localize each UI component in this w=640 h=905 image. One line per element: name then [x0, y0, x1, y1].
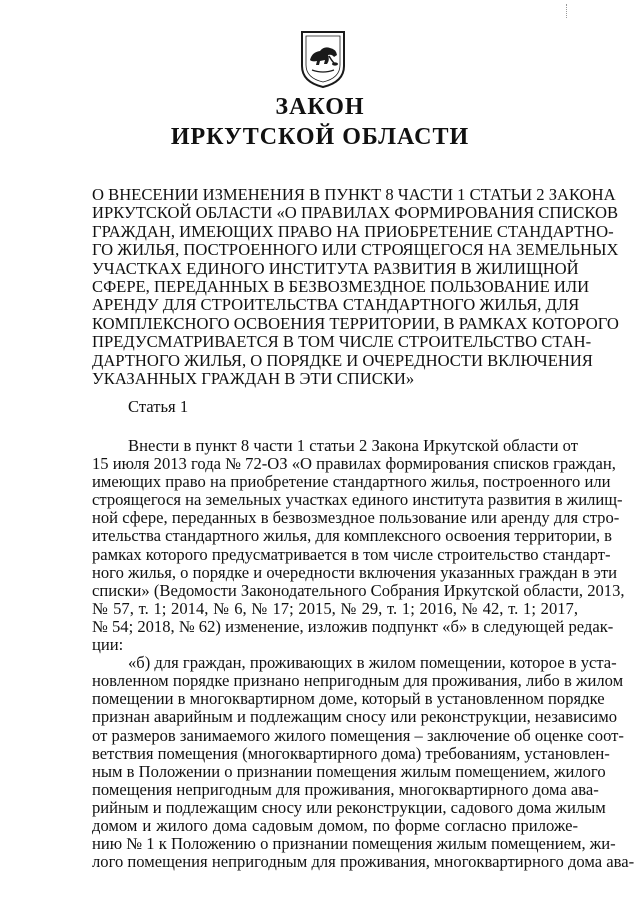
- paragraph-line: строящегося на земельных участках единого института развития в жилищ-: [92, 490, 623, 510]
- paragraph-line: помещения непригодным для проживания, многоквартирного дома ава-: [92, 779, 599, 799]
- paragraph-line: № 57, т. 1; 2014, № 6, № 17; 2015, № 29, т. 1; 2016, № 42, т. 1; 2017,: [92, 598, 578, 618]
- paragraph-line: рийным и подлежащим сносу или реконструкции, садового дома жилым: [92, 797, 606, 817]
- paragraph-line: Внести в пункт 8 части 1 статьи 2 Закона Иркутской области от: [128, 436, 578, 455]
- article-body: [92, 436, 635, 872]
- paragraph-line: списки» (Ведомости Законодательного Собрания Иркутской области, 2013,: [92, 580, 625, 600]
- paragraph-line: ительства стандартного жилья, для комплексного освоения территории, в: [92, 526, 613, 546]
- paragraph-line: домом и жилого дома садовым домом, по форме согласно приложе-: [92, 815, 578, 835]
- paragraph-line: ного жилья, о порядке и очередности включения указанных граждан в эти: [92, 562, 617, 582]
- subtitle-line: ИРКУТСКОЙ ОБЛАСТИ «О ПРАВИЛАХ ФОРМИРОВАНИЯ СПИСКОВ: [92, 203, 619, 223]
- law-subtitle: [92, 185, 619, 389]
- paragraph-line: ции:: [92, 635, 124, 655]
- subtitle-line: УКАЗАННЫХ ГРАЖДАН В ЭТИ СПИСКИ»: [92, 369, 415, 389]
- scan-mark: [566, 4, 568, 18]
- paragraph-line: нию № 1 к Положению о признании помещения жилым помещением, жи-: [92, 834, 616, 854]
- paragraph-line: рамках которого предусматривается в том числе строительство стандарт-: [92, 544, 611, 564]
- subtitle-line: СФЕРЕ, ПЕРЕДАННЫХ В БЕЗВОЗМЕЗДНОЕ ПОЛЬЗОВАНИЕ ИЛИ: [92, 277, 590, 297]
- region-title: ИРКУТСКОЙ ОБЛАСТИ: [170, 124, 470, 150]
- paragraph-line: лого помещения непригодным для проживания, многоквартирного дома ава-: [92, 852, 635, 872]
- subtitle-line: ГО ЖИЛЬЯ, ПОСТРОЕННОГО ИЛИ СТРОЯЩЕГОСЯ НА ЗЕМЕЛЬНЫХ: [92, 240, 619, 260]
- paragraph-line: № 54; 2018, № 62) изменение, изложив подпункт «б» в следующей редак-: [92, 616, 614, 636]
- subtitle-line: ДАРТНОГО ЖИЛЬЯ, О ПОРЯДКЕ И ОЧЕРЕДНОСТИ ВКЛЮЧЕНИЯ: [92, 350, 593, 370]
- paragraph-line: ной сфере, переданных в безвозмездное пользование или аренду для стро-: [92, 508, 620, 528]
- paragraph-line: ным в Положении о признании помещения жилым помещением, жилого: [92, 761, 606, 781]
- article-heading: Статья 1: [128, 397, 189, 416]
- subtitle-line: ПРЕДУСМАТРИВАЕТСЯ В ТОМ ЧИСЛЕ СТРОИТЕЛЬСТВО СТАН-: [92, 332, 592, 352]
- subtitle-line: ГРАЖДАН, ИМЕЮЩИХ ПРАВО НА ПРИОБРЕТЕНИЕ СТАНДАРТНО-: [92, 221, 614, 241]
- paragraph-line: имеющих право на приобретение стандартного жилья, построенного или: [92, 472, 611, 492]
- paragraph-line: от размеров занимаемого жилого помещения – заключение об оценке соот-: [92, 725, 624, 745]
- subtitle-line: УЧАСТКАХ ЕДИНОГО ИНСТИТУТА РАЗВИТИЯ В ЖИЛИЩНОЙ: [92, 258, 579, 278]
- paragraph-line: признан аварийным и подлежащим сносу или реконструкции, независимо: [92, 707, 618, 727]
- subtitle-line: АРЕНДУ ДЛЯ СТРОИТЕЛЬСТВА СТАНДАРТНОГО ЖИЛЬЯ, ДЛЯ: [92, 295, 580, 315]
- subtitle-line: КОМПЛЕКСНОГО ОСВОЕНИЯ ТЕРРИТОРИИ, В РАМКАХ КОТОРОГО: [92, 313, 619, 333]
- subtitle-line: О ВНЕСЕНИИ ИЗМЕНЕНИЯ В ПУНКТ 8 ЧАСТИ 1 СТАТЬИ 2 ЗАКОНА: [92, 185, 616, 204]
- paragraph-line: помещении в многоквартирном доме, который в установленном порядке: [92, 689, 605, 709]
- irkutsk-emblem-icon: [300, 30, 346, 88]
- law-title: ЗАКОН: [275, 94, 365, 120]
- paragraph-line: 15 июля 2013 года № 72-ОЗ «О правилах формирования списков граждан,: [92, 454, 616, 474]
- paragraph-line: новленном порядке признано непригодным для проживания, либо в жилом: [92, 671, 624, 691]
- paragraph-line: ветствия помещения (многоквартирного дома) требованиям, установлен-: [92, 743, 610, 763]
- paragraph-line: «б) для граждан, проживающих в жилом помещении, которое в уста-: [128, 653, 617, 673]
